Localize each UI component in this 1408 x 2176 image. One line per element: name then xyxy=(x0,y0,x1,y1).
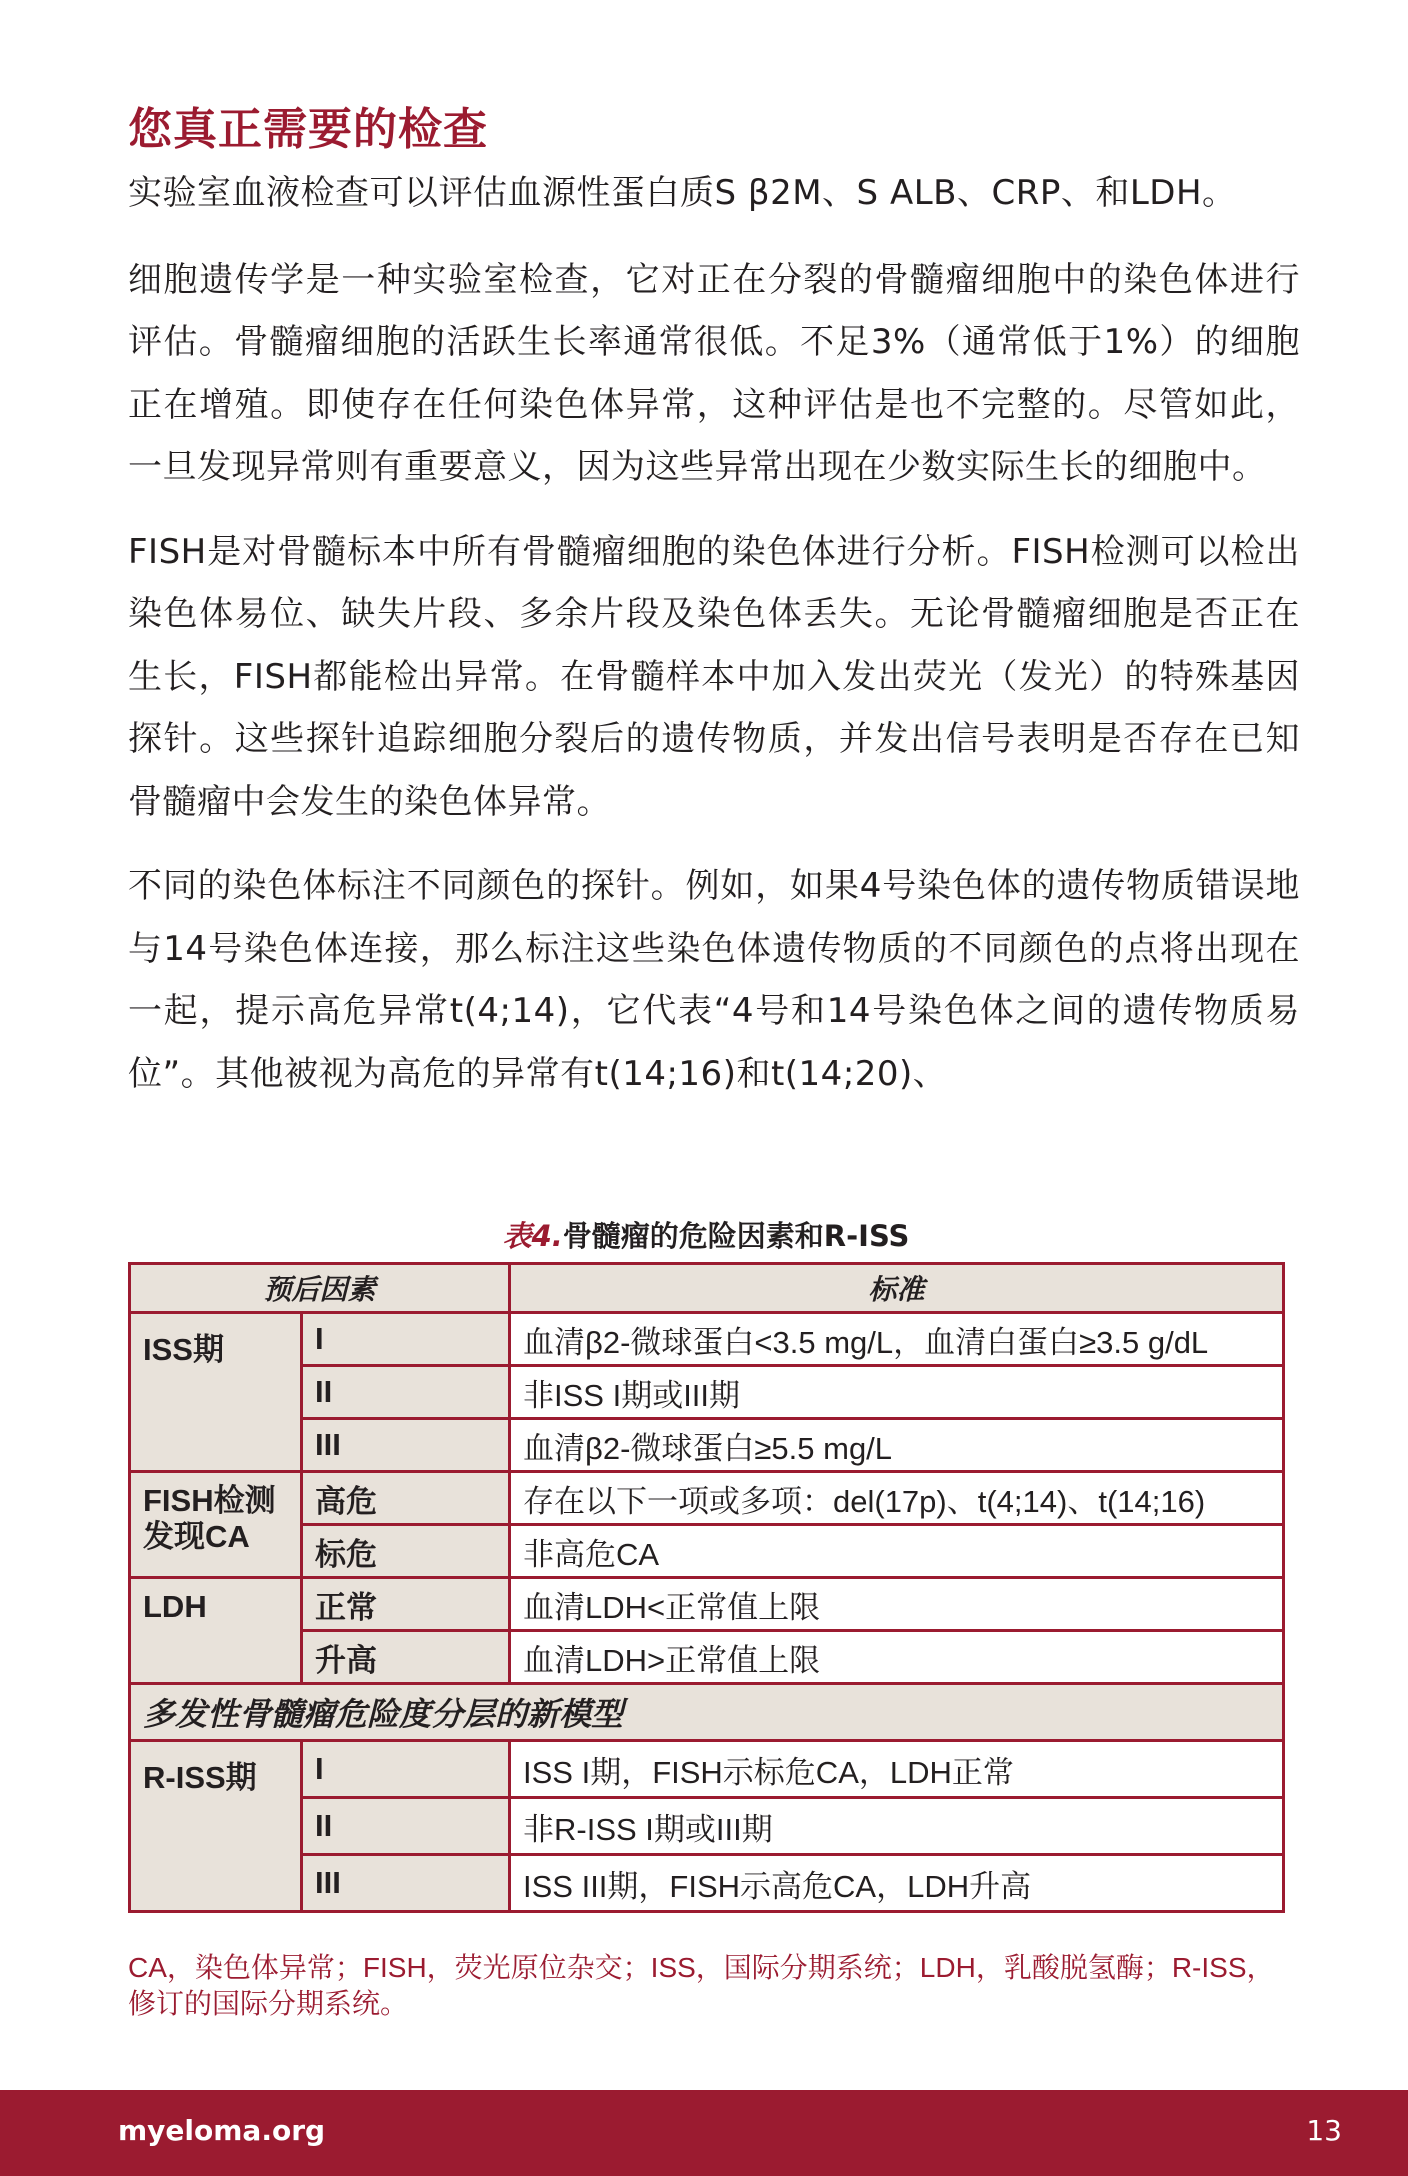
risk-factor-table xyxy=(128,1262,1285,1913)
section-heading: 您真正需要的检查 xyxy=(128,104,488,155)
ldh-level-label: 正常 xyxy=(302,1578,510,1631)
table-row xyxy=(130,1313,1284,1366)
category-fish: FISH检测发现CA xyxy=(130,1472,302,1578)
category-iss: ISS期 xyxy=(130,1313,302,1472)
riss-stage-criteria: 非R-ISS I期或III期 xyxy=(510,1798,1284,1855)
table-row xyxy=(130,1741,1284,1798)
table-header-row xyxy=(130,1264,1284,1313)
fish-risk-label: 标危 xyxy=(302,1525,510,1578)
table-caption-text: 骨髓瘤的危险因素和R-ISS xyxy=(562,1219,910,1253)
table-row xyxy=(130,1366,1284,1419)
iss-stage-criteria: 非ISS I期或III期 xyxy=(510,1366,1284,1419)
table-row xyxy=(130,1419,1284,1472)
riss-stage-criteria: ISS III期，FISH示高危CA，LDH升高 xyxy=(510,1855,1284,1912)
paragraph-probes: 不同的染色体标注不同颜色的探针。例如，如果4号染色体的遗传物质错误地与14号染色体连接，那么标注这些染色体遗传物质的不同颜色的点将出现在一起，提示高危异常t(4;14)，它代表“4号和14号染色体之间的遗传物质易位”。其他被视为高危的异常有t(14;16)和t(14;20)、 xyxy=(128,866,1300,1094)
paragraph-fish: FISH是对骨髓标本中所有骨髓瘤细胞的染色体进行分析。FISH检测可以检出染色体易位、缺失片段、多余片段及染色体丢失。无论骨髓瘤细胞是否正在生长，FISH都能检出异常。在骨髓样本中加入发出荧光（发光）的特殊基因探针。这些探针追踪细胞分裂后的遗传物质，并发出信号表明是否存在已知骨髓瘤中会发生的染色体异常。 xyxy=(128,531,1300,822)
ldh-level-criteria: 血清LDH<正常值上限 xyxy=(510,1578,1284,1631)
fish-risk-criteria: 非高危CA xyxy=(510,1525,1284,1578)
header-criteria: 标准 xyxy=(510,1264,1284,1313)
header-prognostic-factor: 预后因素 xyxy=(130,1264,510,1313)
riss-stage-label: III xyxy=(302,1855,510,1912)
table-section-row xyxy=(130,1684,1284,1741)
riss-stage-label: I xyxy=(302,1741,510,1798)
fish-risk-criteria: 存在以下一项或多项：del(17p)、t(4;14)、t(14;16) xyxy=(510,1472,1284,1525)
category-riss: R-ISS期 xyxy=(130,1741,302,1912)
body-content xyxy=(128,98,1300,1127)
table-caption xyxy=(128,1216,1284,1256)
iss-stage-label: III xyxy=(302,1419,510,1472)
page-footer xyxy=(0,2090,1408,2176)
table-row xyxy=(130,1798,1284,1855)
ldh-level-criteria: 血清LDH>正常值上限 xyxy=(510,1631,1284,1684)
riss-stage-label: II xyxy=(302,1798,510,1855)
category-ldh: LDH xyxy=(130,1578,302,1684)
table-row xyxy=(130,1631,1284,1684)
table-caption-label: 表4. xyxy=(502,1219,563,1253)
table-row xyxy=(130,1525,1284,1578)
table-row xyxy=(130,1855,1284,1912)
iss-stage-criteria: 血清β2-微球蛋白<3.5 mg/L，血清白蛋白≥3.5 g/dL xyxy=(510,1313,1284,1366)
iss-stage-label: I xyxy=(302,1313,510,1366)
riss-stage-criteria: ISS I期，FISH示标危CA，LDH正常 xyxy=(510,1741,1284,1798)
fish-risk-label: 高危 xyxy=(302,1472,510,1525)
footer-website: myeloma.org xyxy=(118,2114,326,2147)
table-row xyxy=(130,1578,1284,1631)
ldh-level-label: 升高 xyxy=(302,1631,510,1684)
paragraph-cytogenetics: 细胞遗传学是一种实验室检查，它对正在分裂的骨髓瘤细胞中的染色体进行评估。骨髓瘤细胞的活跃生长率通常很低。不足3%（通常低于1%）的细胞正在增殖。即使存在任何染色体异常，这种评估是也不完整的。尽管如此，一旦发现异常则有重要意义，因为这些异常出现在少数实际生长的细胞中。 xyxy=(128,259,1300,487)
table-row xyxy=(130,1472,1284,1525)
paragraph-blood-tests: 实验室血液检查可以评估血源性蛋白质S β2M、S ALB、CRP、和LDH。 xyxy=(128,173,1237,213)
iss-stage-label: II xyxy=(302,1366,510,1419)
table-footnote: CA，染色体异常；FISH，荧光原位杂交；ISS，国际分期系统；LDH，乳酸脱氢酶；R-ISS，修订的国际分期系统。 xyxy=(128,1952,1275,2019)
page-number: 13 xyxy=(1306,2114,1342,2147)
section-new-model-title: 多发性骨髓瘤危险度分层的新模型 xyxy=(130,1684,1284,1741)
iss-stage-criteria: 血清β2-微球蛋白≥5.5 mg/L xyxy=(510,1419,1284,1472)
